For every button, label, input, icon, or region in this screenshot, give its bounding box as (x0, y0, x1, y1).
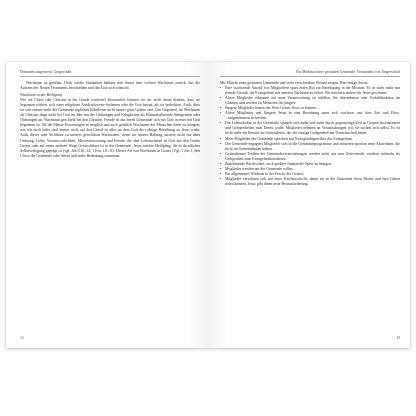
list-item: • Ältere Mitglieder erkennen auf neue Verantwortung zu erfüllen. Sie übernehmen eine Vorbildfunktion im Glauben und werden zu Mentoren für jüngere. (220, 96, 400, 106)
left-paragraph-1: Wachstum ist greifbar. Doch solche Statistiken bleiben weit hinter dem wahren Wachstum zurück, das die Autoren des Neuen Testaments beschreiben und das Gott sich wünscht. (20, 81, 200, 91)
right-running-head: Ein Merkmal einer gesunden Gemeinde: Verständnis von Jüngerschaft (220, 70, 400, 77)
list-item: • Eine wachsende Anzahl von Mitgliedern spürt einen Ruf zur Beteiligung in die Mission. Es ist nicht mehr nur fremde Gestalt, die Evangelium mit unseren Nachbarn zu teilen. Wir möchten andere für Jesus gewinnen. (220, 86, 400, 96)
list-item: • Die Lebenskultur in der Gemeinde spiegelt sich mehr und mehr durch gegenseitige Zeit in Gesprächssituationen und Gelegenheiten zum Dienst wider. Mitglieder nehmen an Veranstaltungen teil, sie suchen sich selbst. Es ist nicht mehr ein Besuch im Gottesdienst, der die einzige Gelegenheit zur Gemeinschaft bietet. (220, 121, 400, 136)
left-section-heading: Wachstum in der Heiligung (20, 93, 63, 98)
list-item: • Die Gemeinde engagiert Mitglieder sich in die Gemeindeprogramme und initiieren spontan neue Aktivitäten, die nicht im Gemeindeplan stehen. (220, 142, 400, 152)
list-item: • Zunehmende Bereitschaft, auch größere finanzielle Opfer zu bringen. (220, 162, 400, 167)
open-book-spread (6, 62, 410, 348)
left-paragraph-2: Wer als Christ (der Christin in der Gnade wachsen? Erstaunlich können wir dir nicht daran denken, dass sie begonnen wirken, sich einer religiösen Ansdruckweise bedienen oder die Gott betont, als sie bedeckten. Auch, dass sie sich immer mehr der Gemeinde täglichen Bibellesen nicht immer ganz Gebete sein. Um Gegenteil, im Wachstum als Christen fängt nicht bei Gott im Jahr mit der Ordnungen und Fähigkeiten als Himmelsflutende Stringenzen oder Ordnungen an. Wachstum geschieht bei den Christen. Freude ist nur bereit Gemeinde sich mit Gott in einer bei Gott begonnen ist. All die Mäuse Erwartungen es möglich und auch geistlich Wachstum des Menschen darin zu bringen; wie wir noch jedes sind immer nicht auf den Grund ist alles an dem Gott die richtige Beziehung zu Jesus wirkt. Auch dieses oder Sichtbare zu unseres geistlichen Wachstums; wenn wir unsere Haltung, unserer nicht nur über Ordnung, Liebe, Verantwortlichkeit, Mitverantwortung und Freude, die aber Lebenscheitel ist Gott aus den Gottes Gesetz oder auf einen anderen Wege Geistesführer ist in der Gemeinde. Jesus möchte Heiligung, die in christlicher Selbstverlegung geprägt ist (vgl. Joh 3,30–14; 1 Petr 1,8–11). Dieser Art von Wachstum in Gottes (Vgl. 1 Joh 1, den Ulisse die Gemeinde oder dieses und mehr Bedeutung zumessen. (20, 98, 200, 158)
list-item: • Ältere Mitglieder und Jüngere Jesus in eine Beziehung unter sich wachsen, um, dass Zeit und Fluss. ...aufgenommen in werden. (220, 111, 400, 121)
list-item: • Gottesdienste Treffen der Gemeindeveranstaltungen werden nicht nur zum Zeitvertreib, sondern vielmehr als Gelegenheit zum Evangelisationsdienst. (220, 152, 400, 162)
right-intro: Mit Mitteln einer gesunden Gemeinde und viele verschiedene Weisen zeigen. Hier einige davon: (220, 81, 369, 85)
list-item: • Ein allgemeines Wachsen in der Frucht des Geistes. (220, 172, 400, 177)
left-page-number: 12 (20, 336, 24, 340)
left-running-head: Dreanden ausgestreut. Gingeschaft (20, 70, 200, 77)
left-body-text (20, 81, 200, 159)
right-page (208, 62, 410, 348)
right-page-number: 13 (396, 336, 400, 340)
list-item: • Mehr Mitglieder der Gemeinde sprechen mit Nichtgläubigen über das Evangelium. (220, 137, 400, 142)
list-item: • Jüngere Mitglieder lernen das Wort Gottes Jesus zu kennen ... (220, 106, 400, 111)
bullet-list (220, 86, 400, 187)
list-item: • Mitglieder versöhnen sich mit einer Kirchenschicht, damit sie in der Gemeinde ihren Dienst und ihre Gaben teilen können. Jesus gibt ihnen neue Herausforderung. (220, 177, 400, 187)
left-page (6, 62, 208, 348)
list-item: • Mitglieder werden um der Gemeinde willen ... (220, 167, 400, 172)
right-body-text (220, 81, 400, 187)
